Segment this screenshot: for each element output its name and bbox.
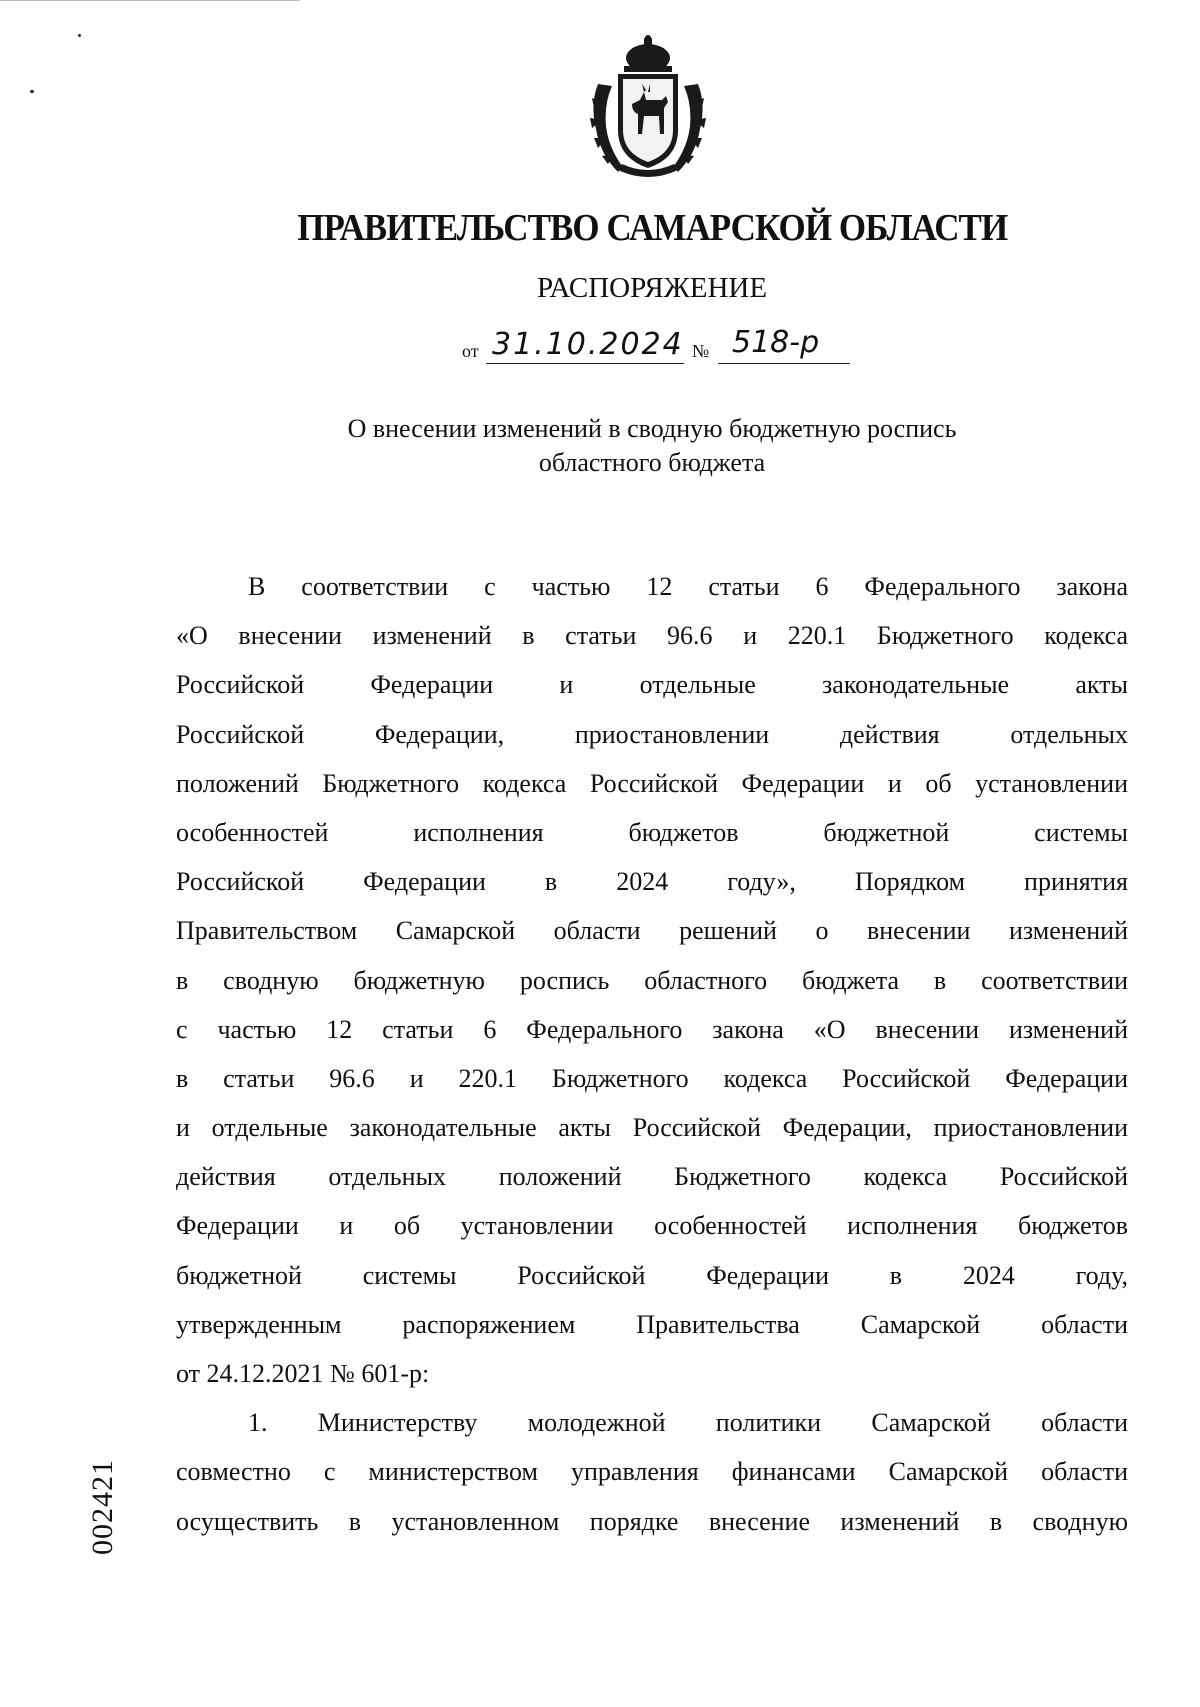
body-line: утвержденным распоряжением Правительства Самарской области bbox=[176, 1309, 1128, 1339]
body-line: совместно с министерством управления финансами Самарской области bbox=[176, 1457, 1128, 1487]
body-line: действия отдельных положений Бюджетного кодекса Российской bbox=[176, 1162, 1128, 1192]
date-number-line bbox=[462, 325, 862, 365]
body-line: особенностей исполнения бюджетов бюджетной системы bbox=[176, 817, 1128, 847]
date-label: от bbox=[462, 341, 479, 361]
date-underline bbox=[486, 363, 684, 364]
body-line: осуществить в установленном порядке внесение изменений в сводную bbox=[176, 1506, 1128, 1536]
body-line: в сводную бюджетную роспись областного бюджета в соответствии bbox=[176, 965, 1128, 995]
number-label: № bbox=[692, 341, 710, 361]
body-line: в статьи 96.6 и 220.1 Бюджетного кодекса Российской Федерации bbox=[176, 1063, 1128, 1093]
body-line: Российской Федерации и отдельные законодательные акты bbox=[176, 670, 1128, 700]
number-underline bbox=[718, 363, 850, 364]
body-line: В соответствии с частью 12 статьи 6 Федерального закона bbox=[248, 572, 1128, 601]
document-subject bbox=[0, 412, 1200, 480]
body-line: Российской Федерации в 2024 году», Порядком принятия bbox=[176, 867, 1128, 897]
body-line: положений Бюджетного кодекса Российской Федерации и об установлении bbox=[176, 768, 1128, 798]
subject-line-2: областного бюджета bbox=[538, 448, 766, 477]
scan-speck bbox=[78, 34, 81, 37]
subject-line-1: О внесении изменений в сводную бюджетную роспись bbox=[347, 414, 957, 443]
document-type: РАСПОРЯЖЕНИЕ bbox=[536, 272, 768, 304]
body-line: Правительством Самарской области решений о внесении изменений bbox=[176, 916, 1128, 946]
handwritten-number: 518-р bbox=[732, 325, 820, 360]
body-line: от 24.12.2021 № 601-р: bbox=[176, 1359, 430, 1388]
organization-title: ПРАВИТЕЛЬСТВО САМАРСКОЙ ОБЛАСТИ bbox=[297, 207, 1008, 249]
body-line: Российской Федерации, приостановлении действия отдельных bbox=[176, 719, 1128, 749]
scan-edge-line bbox=[0, 0, 300, 1]
body-line: бюджетной системы Российской Федерации в 2024 году, bbox=[176, 1260, 1128, 1290]
handwritten-date: 31.10.2024 bbox=[492, 327, 684, 362]
coat-of-arms-icon bbox=[588, 34, 708, 180]
scan-speck bbox=[30, 90, 34, 93]
document-body bbox=[176, 562, 1128, 1546]
coat-of-arms-emblem bbox=[588, 34, 708, 180]
body-line: и отдельные законодательные акты Российской Федерации, приостановлении bbox=[176, 1113, 1128, 1143]
body-line: 1. Министерству молодежной политики Самарской области bbox=[248, 1408, 1128, 1438]
body-line: с частью 12 статьи 6 Федерального закона «О внесении изменений bbox=[176, 1014, 1128, 1044]
body-line: «О внесении изменений в статьи 96.6 и 220.1 Бюджетного кодекса bbox=[176, 621, 1128, 651]
side-serial-number: 002421 bbox=[86, 1459, 119, 1555]
body-line: Федерации и об установлении особенностей исполнения бюджетов bbox=[176, 1211, 1128, 1241]
